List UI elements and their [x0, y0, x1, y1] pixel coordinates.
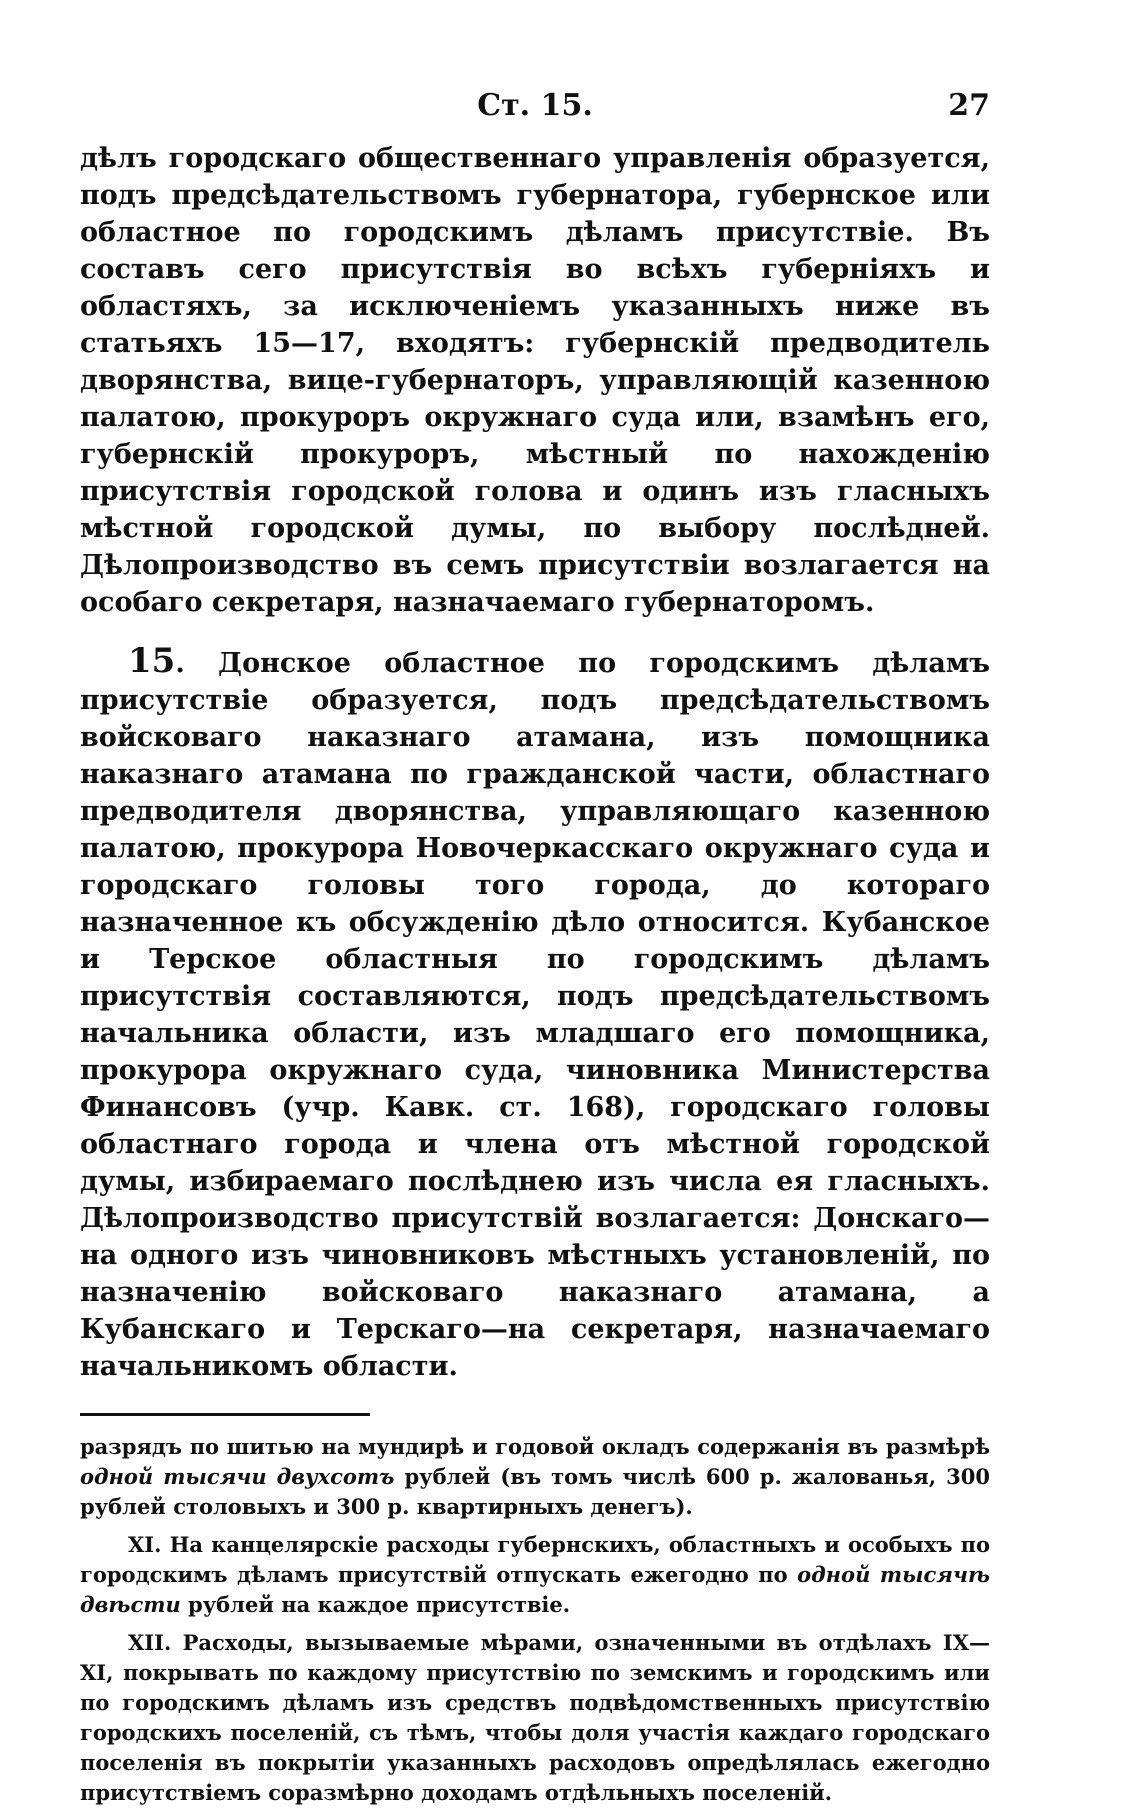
- footnote-1-italic: одной тысячи двухсотъ: [80, 1464, 395, 1489]
- page-number: 27: [948, 88, 990, 123]
- footnote-xi-italic: одной тысячѣ двѣсти: [80, 1562, 991, 1617]
- footnote-xi-after: рублей на каждое присутствіе.: [180, 1592, 571, 1617]
- article-15-text: . Донское областное по городскимъ дѣламъ присутствіе образуется, подъ предсѣдательствомъ войсковаго наказнаго атамана, изъ помощника наказнаго атамана по гражданской части, областнаго предводителя дворянства, управляющаго казенною палатою, прокурора Новочеркасскаго окружнаго суда и городскаго головы того города, до котораго назначенное къ обсужденію дѣло относится. Кубанское и Терское областныя по городскимъ дѣламъ присутствія составляются, подъ предсѣдательствомъ начальника области, изъ младшаго его помощника, прокурора окружнаго суда, чиновника Министерства Финансовъ (учр. Кавк. ст. 168), городскаго головы областнаго города и члена отъ мѣстной городской думы, избираемаго послѣднею изъ числа ея гласныхъ. Дѣлопроизводство присутствій возлагается: Донскаго—на одного изъ чиновниковъ мѣстныхъ установленій, по назначенію войсковаго наказнаго атамана, а Кубанскаго и Терскаго—на секретаря, назначаемаго начальникомъ области.: [80, 648, 990, 1382]
- article-number: 15: [128, 641, 176, 681]
- footnote-1: [80, 1432, 990, 1522]
- footnote-section-xii: XII. Расходы, вызываемые мѣрами, означенными въ отдѣлахъ IX—XI, покрывать по каждому присутствію по земскимъ и городскимъ или по городскимъ дѣламъ изъ средствъ подвѣдомственныхъ присутствію городскихъ поселеній, съ тѣмъ, чтобы доля участія каждаго городскаго поселенія въ покрытіи указанныхъ расходовъ опредѣлялась ежегодно присутствіемъ соразмѣрно доходамъ отдѣльныхъ поселеній.: [80, 1630, 990, 1805]
- document-page: [80, 80, 990, 1808]
- footnote-section-xi: [80, 1530, 990, 1620]
- footnote-xi-before: XI. На канцелярскіе расходы губернскихъ, областныхъ и особыхъ по городскимъ дѣламъ присутствій отпускать ежегодно по: [80, 1532, 990, 1587]
- footnote-separator: [80, 1413, 370, 1416]
- article-heading: Ст. 15.: [477, 88, 593, 123]
- footnote-1-before: разрядъ по шитью на мундирѣ и годовой окладъ содержанія въ размѣрѣ: [80, 1434, 990, 1459]
- article-15-paragraph: [80, 643, 990, 1385]
- footnote-1-after: рублей (въ томъ числѣ 600 р. жалованья, 300 рублей столовыхъ и 300 р. квартирныхъ денегъ).: [80, 1464, 990, 1519]
- page-header: [80, 80, 990, 130]
- paragraph-continuation: дѣлъ городскаго общественнаго управленія образуется, подъ предсѣдательствомъ губернатора, губернское или областное по городскимъ дѣламъ присутствіе. Въ составъ сего присутствія во всѣхъ губерніяхъ и областяхъ, за исключеніемъ указанныхъ ниже въ статьяхъ 15—17, входятъ: губернскій предводитель дворянства, вице-губернаторъ, управляющій казенною палатою, прокуроръ окружнаго суда или, взамѣнъ его, губернскій прокуроръ, мѣстный по нахожденію присутствія городской голова и одинъ изъ гласныхъ мѣстной городской думы, по выбору послѣдней. Дѣлопроизводство въ семъ присутствіи возлагается на особаго секретаря, назначаемаго губернаторомъ.: [80, 143, 990, 618]
